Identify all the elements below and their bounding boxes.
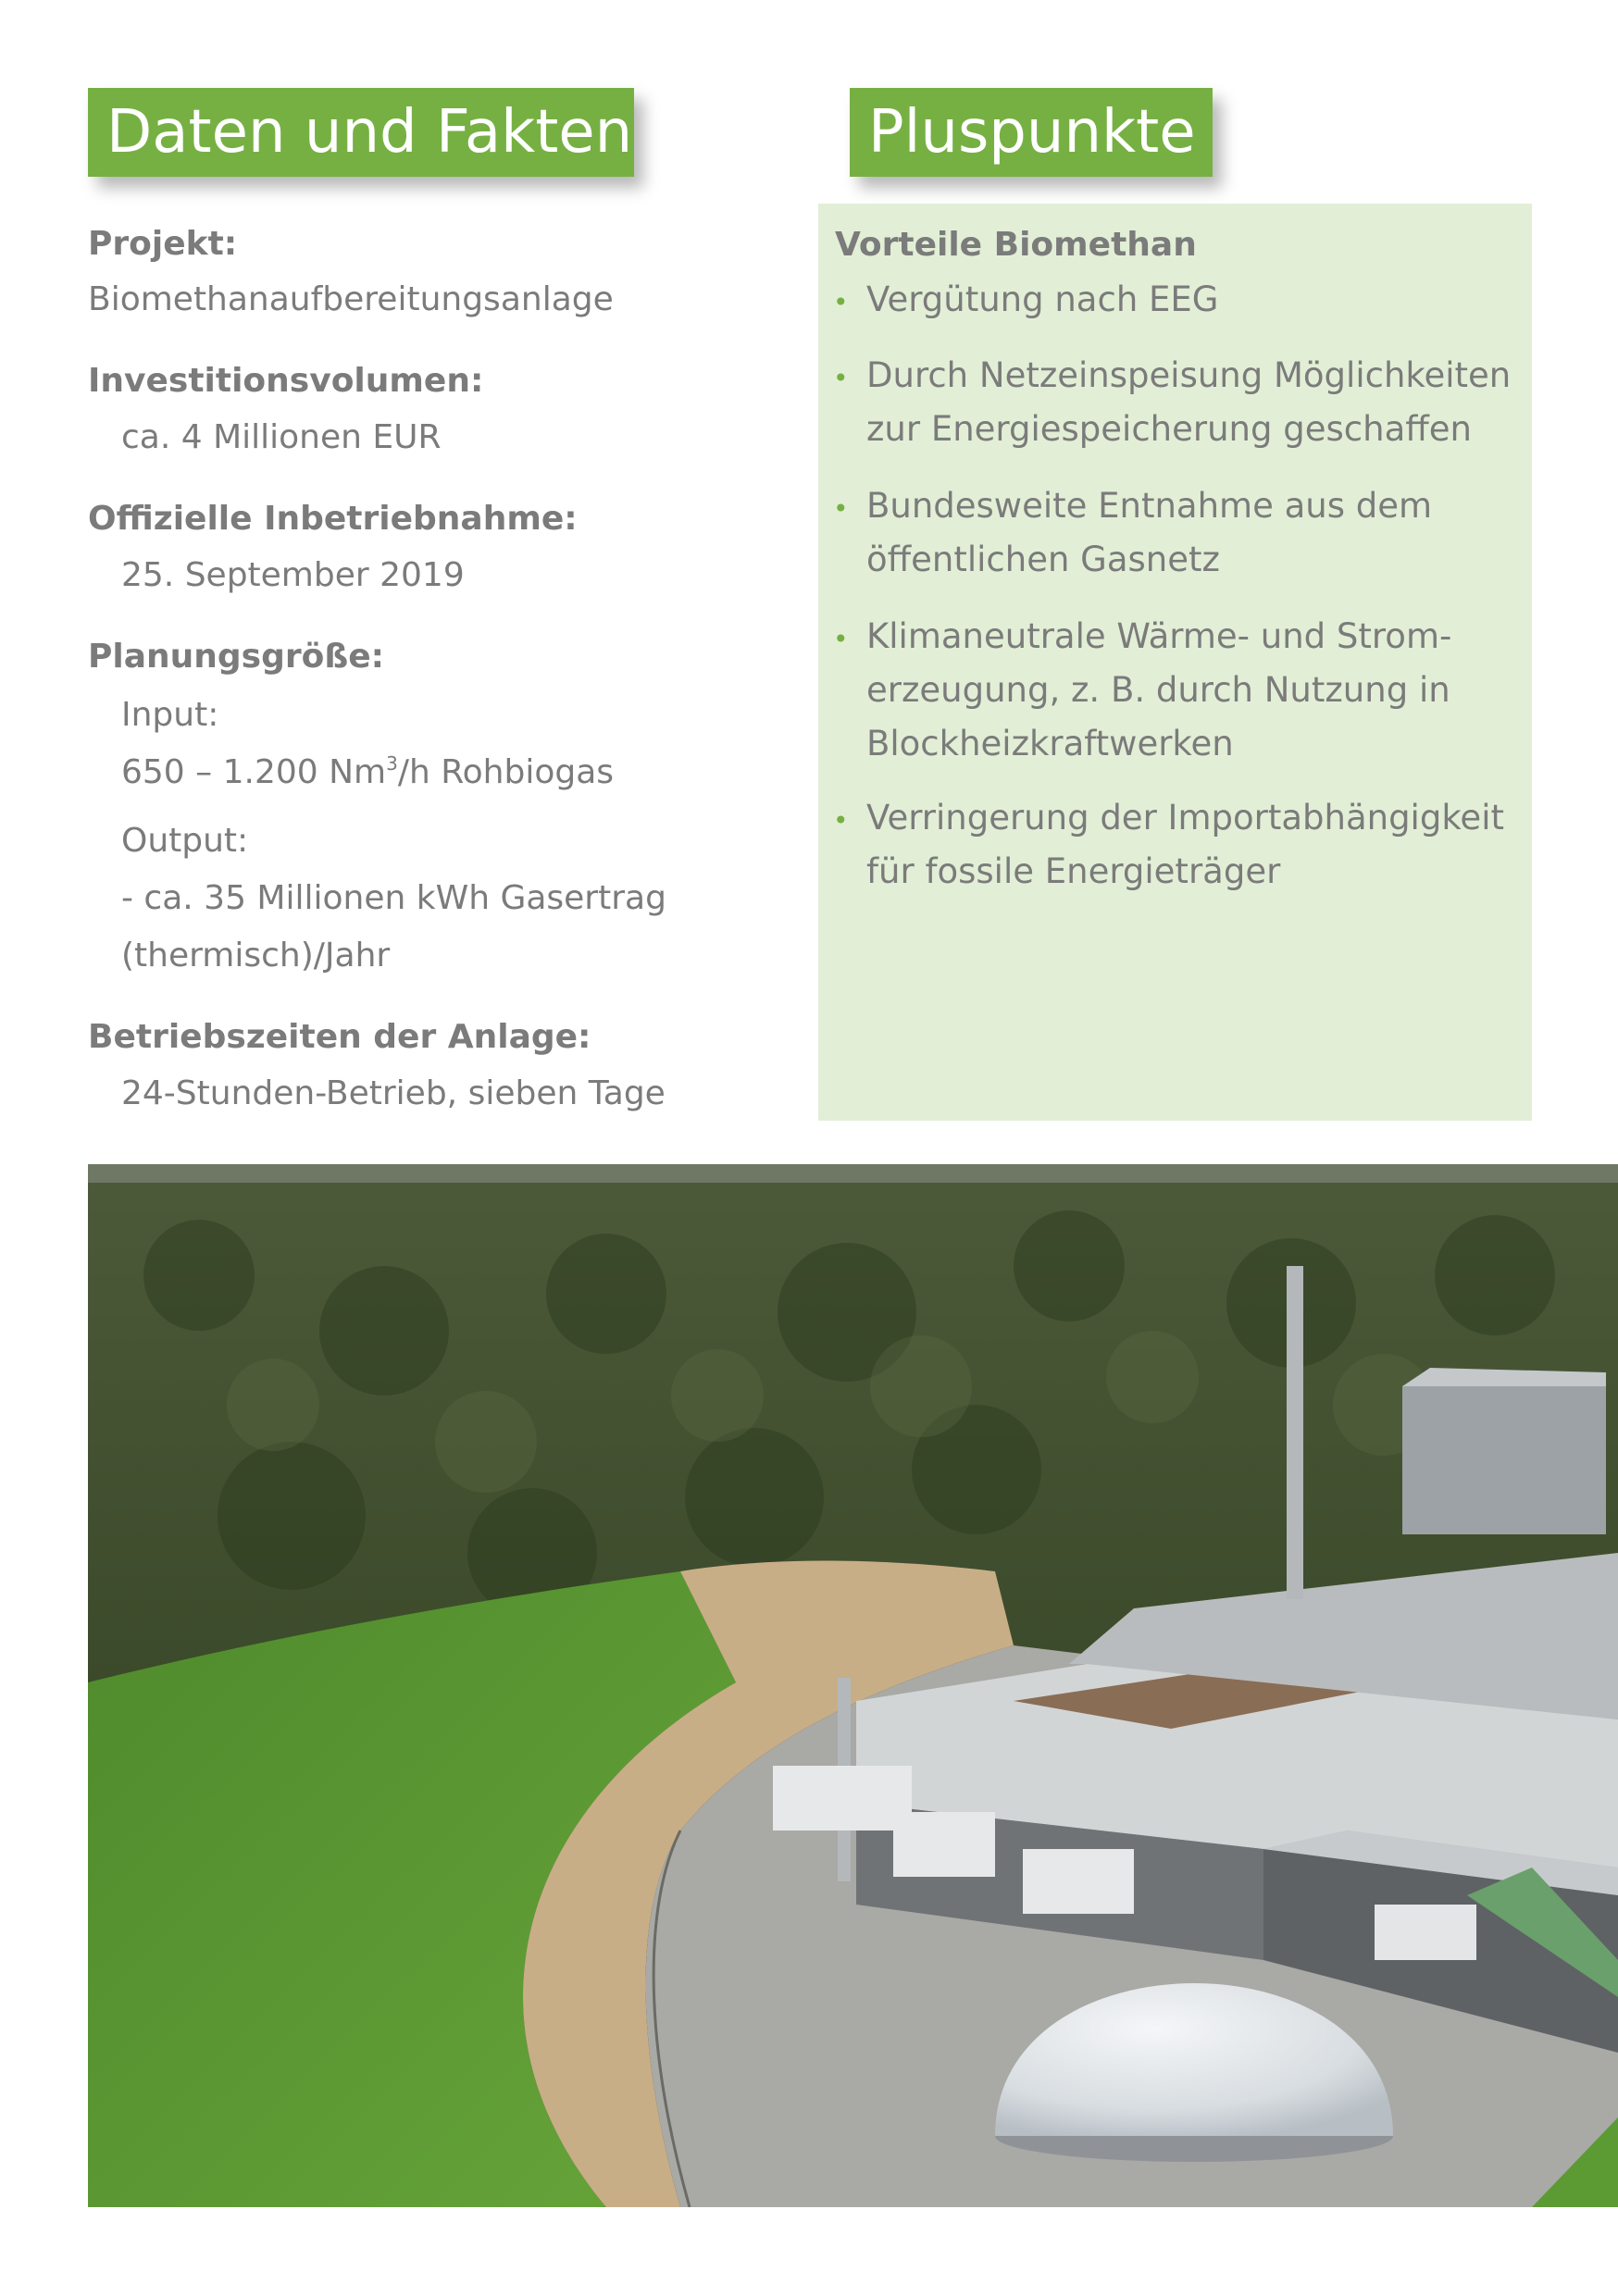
input-value-main: 650 – 1.200 Nm — [121, 753, 387, 791]
advantage-line: Durch Netzeinspeisung Möglichkeiten — [866, 355, 1512, 395]
commissioning-value: 25. September 2019 — [121, 556, 465, 594]
advantage-line: Klimaneutrale Wärme- und Strom- — [866, 616, 1452, 656]
bullet-icon: • — [833, 624, 849, 654]
bullet-icon: • — [833, 363, 849, 393]
output-value-line-1: - ca. 35 Millionen kWh Gasertrag — [121, 879, 666, 917]
planning-size-label: Planungsgröße: — [88, 638, 385, 676]
output-value-line-2: (thermisch)/Jahr — [121, 937, 391, 974]
investment-value: ca. 4 Millionen EUR — [121, 418, 442, 456]
advantage-line: erzeugung, z. B. durch Nutzung in — [866, 670, 1450, 710]
advantage-line: Blockheizkraftwerken — [866, 724, 1234, 763]
input-label: Input: — [121, 696, 219, 734]
bullet-icon: • — [833, 805, 849, 836]
advantages-title: Vorteile Biomethan — [835, 226, 1197, 264]
investment-label: Investitionsvolumen: — [88, 362, 484, 400]
advantage-line: Vergütung nach EEG — [866, 279, 1219, 319]
output-label: Output: — [121, 822, 249, 860]
operating-hours-value: 24-Stunden-Betrieb, sieben Tage — [121, 1074, 666, 1112]
advantage-line: öffentlichen Gasnetz — [866, 540, 1220, 579]
advantage-line: Verringerung der Importabhängigkeit — [866, 798, 1504, 838]
advantages-panel — [818, 204, 1532, 1121]
advantage-line: zur Energiespeicherung geschaffen — [866, 409, 1472, 449]
input-value — [121, 753, 614, 791]
commissioning-label: Offizielle Inbetriebnahme: — [88, 500, 578, 538]
facts-heading: Daten und Fakten — [88, 88, 634, 177]
advantage-line: Bundesweite Entnahme aus dem — [866, 486, 1433, 526]
bullet-icon: • — [833, 493, 849, 524]
bullet-icon: • — [833, 287, 849, 317]
project-value: Biomethanaufbereitungsanlage — [88, 280, 614, 318]
input-value-superscript: 3 — [386, 752, 398, 775]
advantages-heading: Pluspunkte — [850, 88, 1213, 177]
input-value-unit: /h Rohbiogas — [397, 753, 615, 791]
project-label: Projekt: — [88, 225, 238, 263]
operating-hours-label: Betriebszeiten der Anlage: — [88, 1018, 591, 1056]
advantage-line: für fossile Energieträger — [866, 851, 1281, 891]
plant-aerial-photo — [88, 1164, 1618, 2207]
